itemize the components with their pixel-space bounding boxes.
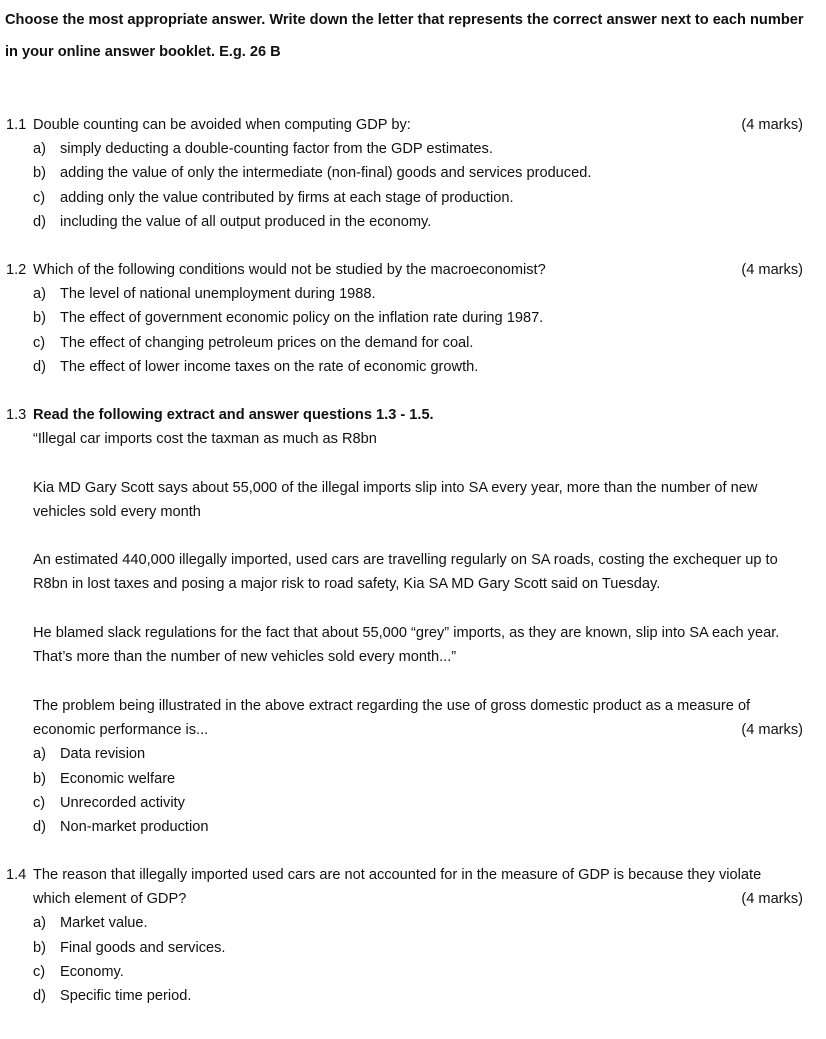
option-a [0,742,826,766]
option-letter: b) [33,310,46,327]
option-a [0,137,826,161]
question-number: 1.4 [6,867,27,883]
question-stem-line-2 [0,887,826,911]
option-d [0,984,826,1008]
question-1-3-prompt [0,694,826,839]
option-text: The effect of government economic policy on the inflation rate during 1987. [60,310,544,327]
option-letter: a) [33,141,46,158]
option-text: The effect of lower income taxes on the rate of economic growth. [60,358,479,375]
question-header [0,113,826,137]
option-text: adding only the value contributed by firms at each stage of production. [60,189,514,206]
option-letter: a) [33,746,46,763]
question-stem: which element of GDP? [33,891,187,908]
question-number: 1.3 [6,407,27,423]
question-1-1 [0,113,826,234]
option-letter: b) [33,770,46,787]
option-b [0,767,826,791]
option-letter: d) [33,818,46,835]
extract-title: “Illegal car imports cost the taxman as much as R8bn [33,431,377,448]
extract-title-line [0,427,826,451]
question-number: 1.2 [6,262,27,278]
question-1-3 [0,403,826,451]
option-text: adding the value of only the intermediate (non-final) goods and services produced. [60,165,592,182]
extract-paragraph-2: An estimated 440,000 illegally imported, used cars are travelling regularly on SA roads, costing the exchequer up to R8bn in lost taxes and posing a major risk to road safety, Kia SA MD Gary Scott said on Tuesday. [33,552,778,593]
question-stem: Which of the following conditions would not be studied by the macroeconomist? [33,262,546,278]
option-text: Economic welfare [60,770,176,787]
option-letter: a) [33,915,46,932]
option-letter: c) [33,189,46,206]
option-a [0,282,826,306]
question-text-line-2 [0,718,826,742]
question-stem: Double counting can be avoided when computing GDP by: [33,117,411,133]
question-1-2 [0,258,826,379]
option-text: Data revision [60,746,146,763]
marks-label: (4 marks) [741,722,803,739]
extract-heading: Read the following extract and answer questions 1.3 - 1.5. [33,407,434,423]
option-d [0,355,826,379]
marks-label: (4 marks) [741,117,803,133]
option-b [0,936,826,960]
extract-paragraph-1: Kia MD Gary Scott says about 55,000 of the illegal imports slip into SA every year, more than the number of new vehicles sold every month [33,480,758,521]
option-c [0,791,826,815]
question-stem: The reason that illegally imported used cars are not accounted for in the measure of GDP is because they violate [33,867,762,883]
option-text: Unrecorded activity [60,794,185,811]
option-b [0,306,826,330]
option-letter: c) [33,794,46,811]
question-header [0,863,826,887]
option-b [0,161,826,185]
option-text: The effect of changing petroleum prices on the demand for coal. [60,334,474,351]
extract-paragraph-3: He blamed slack regulations for the fact that about 55,000 “grey” imports, as they are known, slip into SA each year. That’s more than the number of new vehicles sold every month...” [33,625,780,666]
question-1-4 [0,863,826,1008]
option-text: Non-market production [60,818,209,835]
option-letter: d) [33,358,46,375]
option-letter: c) [33,334,46,351]
option-c [0,186,826,210]
option-letter: a) [33,286,46,303]
option-text: simply deducting a double-counting factor from the GDP estimates. [60,141,493,158]
option-letter: c) [33,963,46,980]
option-a [0,911,826,935]
option-letter: b) [33,939,46,956]
question-text: The problem being illustrated in the above extract regarding the use of gross domestic product as a measure of [33,698,751,714]
option-text: Market value. [60,915,148,932]
marks-label: (4 marks) [741,262,803,278]
option-letter: d) [33,987,46,1004]
question-text-line-1 [0,694,826,718]
question-text: economic performance is... [33,722,209,739]
question-number: 1.1 [6,117,27,133]
option-text: Specific time period. [60,987,192,1004]
option-c [0,331,826,355]
option-letter: d) [33,213,46,230]
instructions: Choose the most appropriate answer. Write down the letter that represents the correct answer next to each number in your online answer booklet. E.g. 26 B [5,12,804,60]
option-text: Final goods and services. [60,939,226,956]
option-letter: b) [33,165,46,182]
option-d [0,815,826,839]
question-header [0,258,826,282]
option-text: The level of national unemployment during 1988. [60,286,376,303]
option-text: Economy. [60,963,124,980]
option-c [0,960,826,984]
question-header [0,403,826,427]
option-d [0,210,826,234]
marks-label: (4 marks) [741,891,803,908]
option-text: including the value of all output produced in the economy. [60,213,432,230]
